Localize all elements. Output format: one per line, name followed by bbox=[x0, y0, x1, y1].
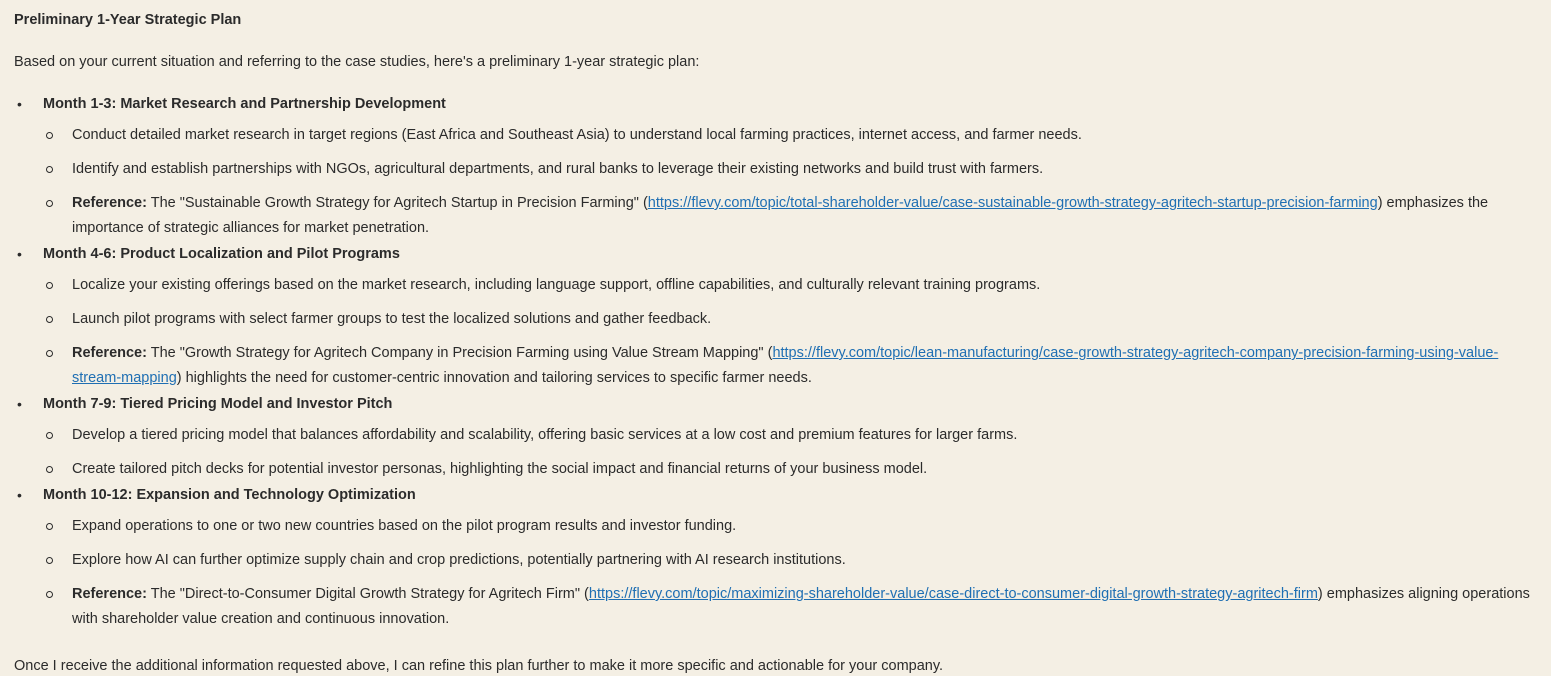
disc-bullet-icon: • bbox=[17, 96, 22, 112]
list-item-text: Explore how AI can further optimize supply chain and crop predictions, potentially partnering with AI research institutions. bbox=[72, 552, 846, 568]
reference-text-after: ) highlights the need for customer-centric innovation and tailoring services to specific farmer needs. bbox=[176, 370, 812, 386]
list-item-text: Create tailored pitch decks for potential investor personas, highlighting the social impact and financial returns of your business model. bbox=[72, 461, 928, 477]
month-items bbox=[43, 514, 1537, 632]
month-block-2 bbox=[14, 244, 1537, 391]
closing-text: Once I receive the additional information requested above, I can refine this plan further to make it more specific and actionable for your company. bbox=[14, 658, 944, 674]
reference-text-after: ) emphasizes the importance of strategic alliances for market penetration. bbox=[72, 195, 1489, 236]
list-item bbox=[43, 157, 1537, 182]
month-block-3 bbox=[14, 394, 1537, 482]
list-item bbox=[43, 273, 1537, 298]
reference-text: The "Direct-to-Consumer Digital Growth Strategy for Agritech Firm" ( bbox=[146, 586, 589, 602]
reference-label: Reference: bbox=[72, 586, 147, 602]
circle-bullet-icon bbox=[46, 282, 53, 289]
circle-bullet-icon bbox=[46, 557, 53, 564]
reference-label: Reference: bbox=[72, 345, 147, 361]
list-item-text: Localize your existing offerings based on the market research, including language support, offline capabilities, and culturally relevant training programs. bbox=[72, 277, 1041, 293]
circle-bullet-icon bbox=[46, 350, 53, 357]
circle-bullet-icon bbox=[46, 132, 53, 139]
reference-link[interactable]: https://flevy.com/topic/maximizing-shareholder-value/case-direct-to-consumer-digital-growth-strategy-agritech-firm bbox=[588, 586, 1318, 602]
circle-bullet-icon bbox=[46, 466, 53, 473]
month-heading: Month 1-3: Market Research and Partnership Development bbox=[43, 96, 446, 112]
list-item bbox=[43, 307, 1537, 332]
disc-bullet-icon: • bbox=[17, 396, 22, 412]
month-heading: Month 10-12: Expansion and Technology Optimization bbox=[43, 487, 416, 503]
plan-title: Preliminary 1-Year Strategic Plan bbox=[14, 12, 242, 28]
reference-item bbox=[43, 341, 1537, 391]
list-item-text: Conduct detailed market research in target regions (East Africa and Southeast Asia) to understand local farming practices, internet access, and farmer needs. bbox=[72, 127, 1082, 143]
month-heading: Month 4-6: Product Localization and Pilot Programs bbox=[43, 246, 400, 262]
reference-text-after: ) emphasizes aligning operations with shareholder value creation and continuous innovation. bbox=[72, 586, 1530, 627]
reference-label: Reference: bbox=[72, 195, 147, 211]
reference-text: The "Growth Strategy for Agritech Company in Precision Farming using Value Stream Mapping" ( bbox=[146, 345, 773, 361]
disc-bullet-icon: • bbox=[17, 487, 22, 503]
months-list bbox=[14, 94, 1537, 632]
list-item bbox=[43, 548, 1537, 573]
list-item-text: Launch pilot programs with select farmer groups to test the localized solutions and gather feedback. bbox=[72, 311, 712, 327]
reference-item bbox=[43, 582, 1537, 632]
month-block-4 bbox=[14, 485, 1537, 632]
list-item-text: Expand operations to one or two new countries based on the pilot program results and investor funding. bbox=[72, 518, 737, 534]
reference-link[interactable]: https://flevy.com/topic/total-shareholder-value/case-sustainable-growth-strategy-agritech-startup-precision-farming bbox=[647, 195, 1378, 211]
list-item bbox=[43, 514, 1537, 539]
month-items bbox=[43, 273, 1537, 391]
list-item bbox=[43, 423, 1537, 448]
circle-bullet-icon bbox=[46, 166, 53, 173]
list-item-text: Identify and establish partnerships with NGOs, agricultural departments, and rural banks to leverage their existing networks and build trust with farmers. bbox=[72, 161, 1044, 177]
circle-bullet-icon bbox=[46, 316, 53, 323]
list-item bbox=[43, 123, 1537, 148]
circle-bullet-icon bbox=[46, 523, 53, 530]
month-block-1 bbox=[14, 94, 1537, 241]
circle-bullet-icon bbox=[46, 432, 53, 439]
intro-text: Based on your current situation and referring to the case studies, here's a preliminary 1-year strategic plan: bbox=[14, 54, 700, 70]
reference-link[interactable]: https://flevy.com/topic/lean-manufacturing/case-growth-strategy-agritech-company-precision-farming-using-value-stream-mapping bbox=[72, 345, 1499, 386]
month-items bbox=[43, 123, 1537, 241]
list-item-text: Develop a tiered pricing model that balances affordability and scalability, offering basic services at a low cost and premium features for larger farms. bbox=[72, 427, 1018, 443]
reference-text: The "Sustainable Growth Strategy for Agritech Startup in Precision Farming" ( bbox=[146, 195, 648, 211]
month-heading: Month 7-9: Tiered Pricing Model and Investor Pitch bbox=[43, 396, 393, 412]
reference-item bbox=[43, 191, 1537, 241]
list-item bbox=[43, 457, 1537, 482]
circle-bullet-icon bbox=[46, 200, 53, 207]
circle-bullet-icon bbox=[46, 591, 53, 598]
month-items bbox=[43, 423, 1537, 482]
disc-bullet-icon: • bbox=[17, 246, 22, 262]
